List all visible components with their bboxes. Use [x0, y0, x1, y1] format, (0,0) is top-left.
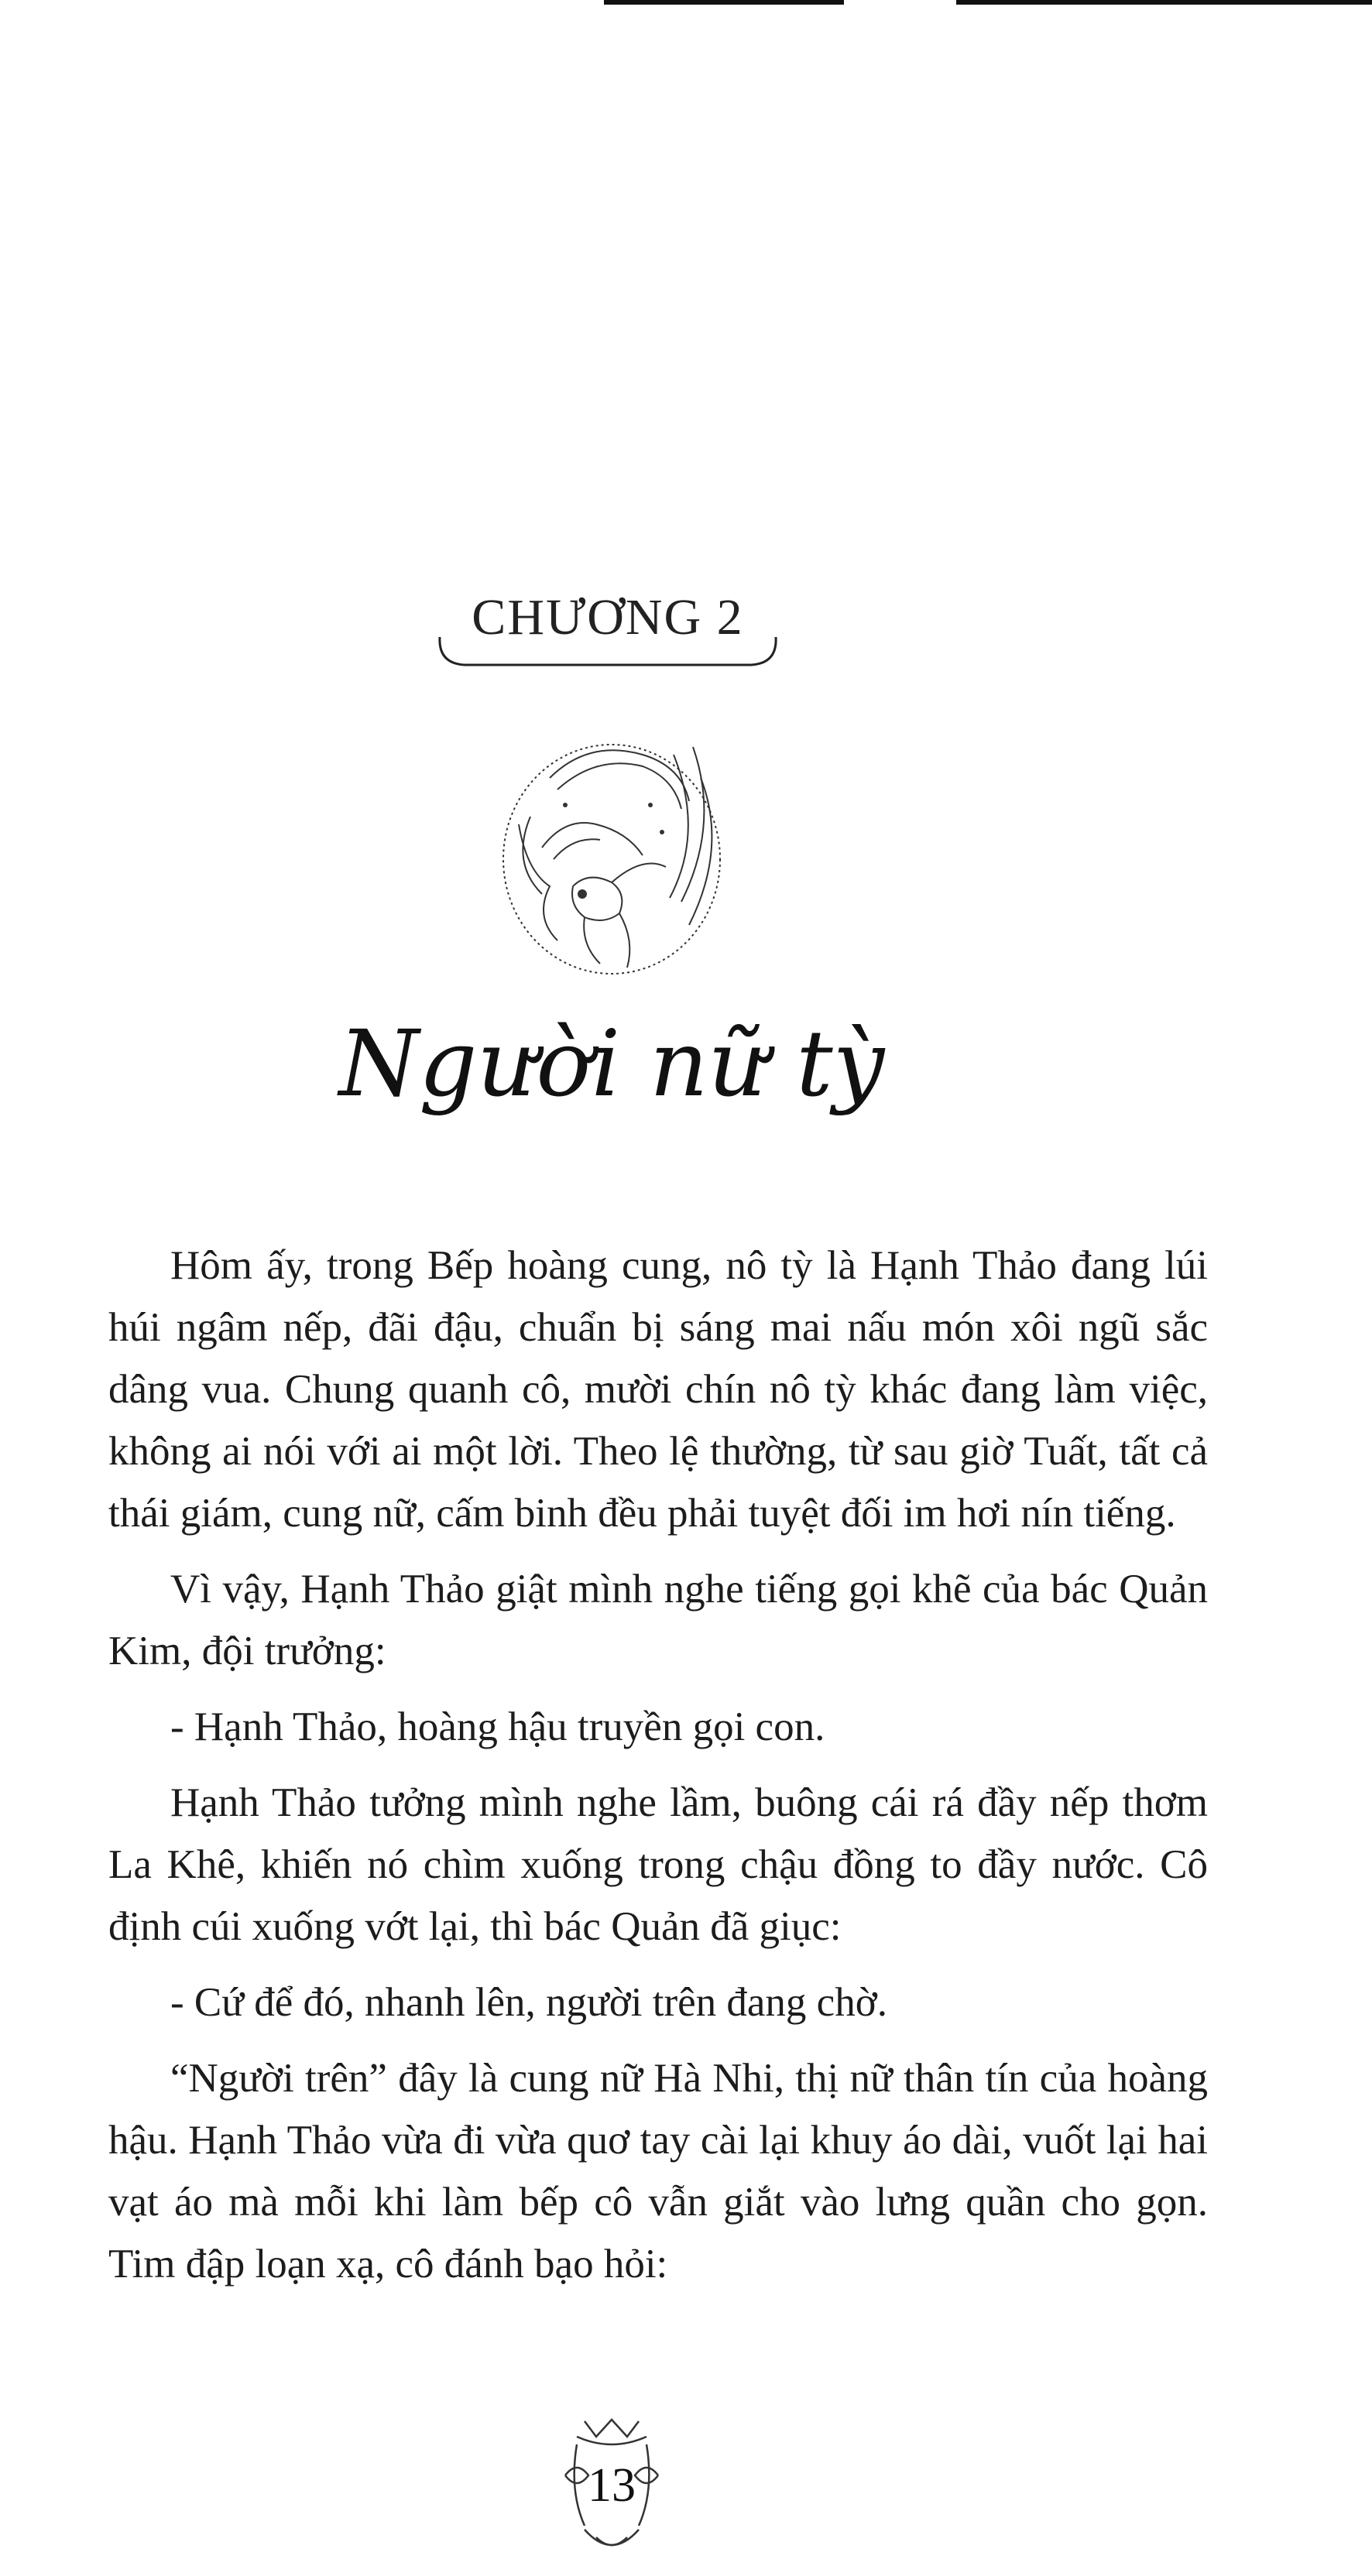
scan-edge-line	[604, 0, 844, 5]
paragraph: Hôm ấy, trong Bếp hoàng cung, nô tỳ là Hạnh Thảo đang lúi húi ngâm nếp, đãi đậu, chuẩn bị sáng mai nấu món xôi ngũ sắc dâng vua. Chung quanh cô, mười chín nô tỳ khác đang làm việc, không ai nói với ai một lời. Theo lệ thường, từ sau giờ Tuất, tất cả thái giám, cung nữ, cấm binh đều phải tuyệt đối im hơi nín tiếng.	[108, 1243, 1208, 1536]
paragraph: - Hạnh Thảo, hoàng hậu truyền gọi con.	[170, 1704, 825, 1749]
page-number: 13	[588, 2459, 636, 2512]
scan-edge-line	[956, 0, 1372, 5]
paragraph: Vì vậy, Hạnh Thảo giật mình nghe tiếng gọi khẽ của bác Quản Kim, đội trưởng:	[108, 1567, 1208, 1673]
body-text	[108, 1235, 1208, 2309]
chapter-title: Người nữ tỳ	[338, 1010, 885, 1117]
chapter-label: CHƯƠNG 2	[472, 589, 744, 646]
paragraph: - Cứ để đó, nhanh lên, người trên đang chờ.	[170, 1980, 887, 2025]
paragraph: Hạnh Thảo tưởng mình nghe lầm, buông cái rá đầy nếp thơm La Khê, khiến nó chìm xuống trong chậu đồng to đầy nước. Cô định cúi xuống vớt lại, thì bác Quản đã giục:	[108, 1780, 1208, 1949]
phoenix-medallion-icon	[496, 731, 736, 979]
paragraph: “Người trên” đây là cung nữ Hà Nhi, thị nữ thân tín của hoàng hậu. Hạnh Thảo vừa đi vừa quơ tay cài lại khuy áo dài, vuốt lại hai vạt áo mà mỗi khi làm bếp cô vẫn giắt vào lưng quần cho gọn. Tim đập loạn xạ, cô đánh bạo hỏi:	[108, 2056, 1208, 2287]
chapter-bracket-icon	[434, 631, 782, 677]
page-folio	[554, 2413, 670, 2561]
